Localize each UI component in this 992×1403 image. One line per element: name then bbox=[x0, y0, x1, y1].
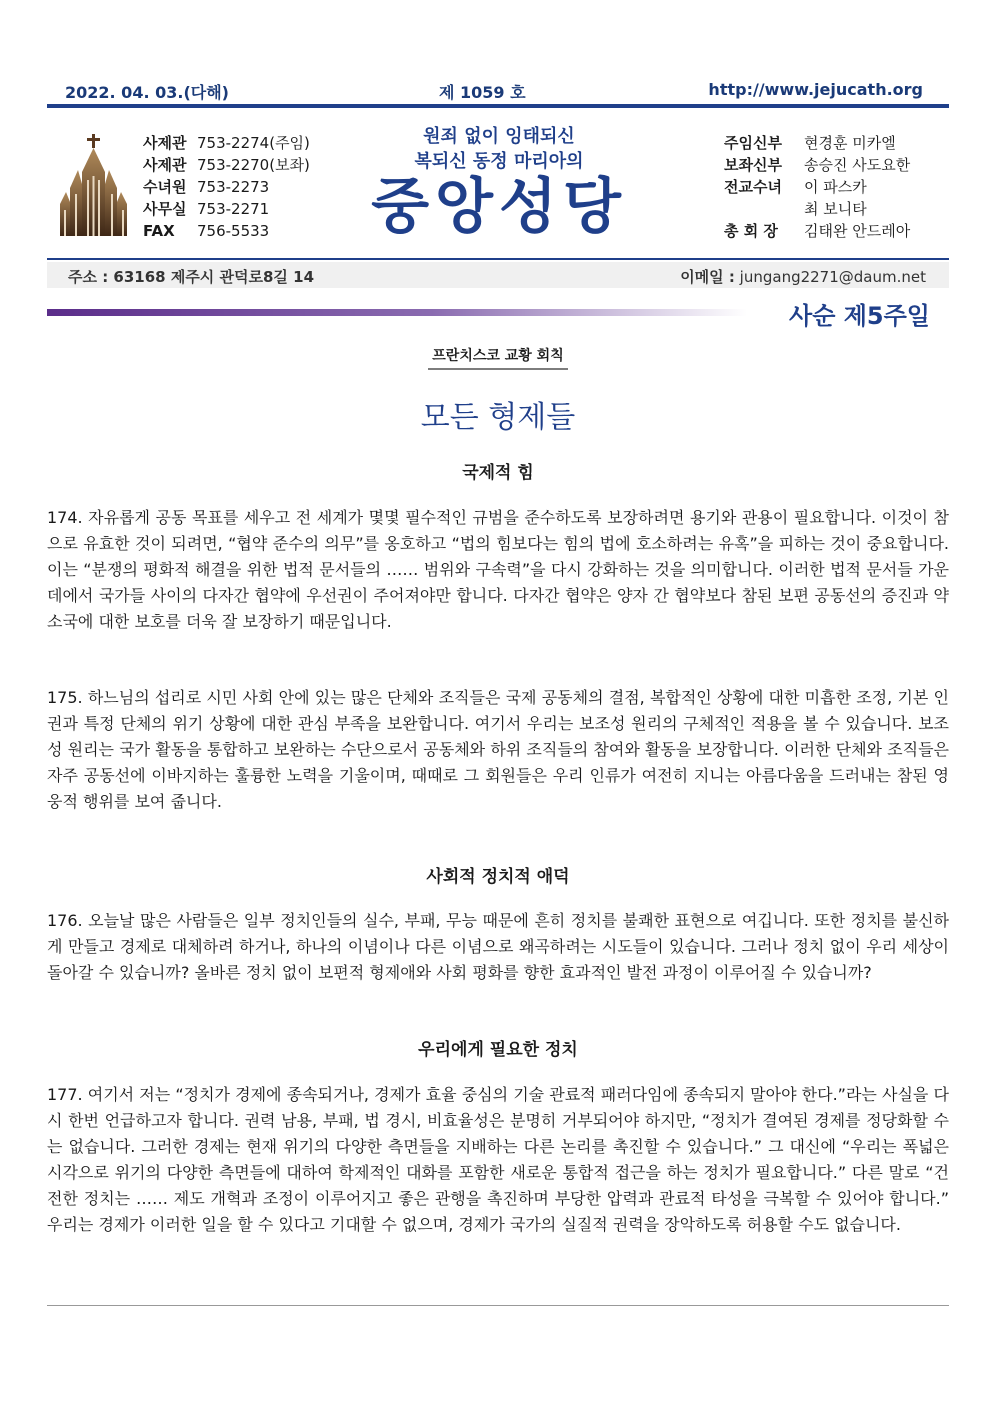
email-block bbox=[680, 266, 926, 287]
staff-role: 전교수녀 bbox=[724, 178, 782, 196]
contact-value: 753-2270(보좌) bbox=[197, 156, 310, 174]
staff-row bbox=[724, 220, 910, 242]
paragraph: 175. 하느님의 섭리로 시민 사회 안에 있는 많은 단체와 조직들은 국제 공동체의 결점, 복합적인 상황에 대한 미흡한 조정, 기본 인권과 특정 단체의 위기 상황에 대한 관심 부족을 보완합니다. 여기서 우리는 보조성 원리의 구체적인 적용을 볼 수 있습니다. 보조성 원리는 국가 활동을 통합하고 보완하는 수단으로서 공동체와 하위 조직들의 참여와 활동을 보장합니다. 이러한 단체와 조직들은 자주 공동선에 이바지하는 훌륭한 노력을 기울이며, 때때로 그 회원들은 우리 인류가 여전히 지니는 아름다움을 드러내는 참된 영웅적 행위를 보여 줍니다. bbox=[47, 688, 949, 811]
section-heading: 국제적 힘 bbox=[462, 463, 534, 483]
issue-number: 제 1059 호 bbox=[439, 83, 526, 102]
issue-date: 2022. 04. 03.(다해) bbox=[65, 83, 229, 102]
contact-row bbox=[143, 176, 310, 198]
contact-label: 수녀원 bbox=[143, 178, 187, 196]
motto-line: 원죄 없이 잉태되신 bbox=[423, 126, 575, 147]
article-title: 모든 형제들 bbox=[420, 400, 576, 435]
staff-row bbox=[724, 176, 910, 198]
staff-row bbox=[724, 154, 910, 176]
section-heading: 사회적 정치적 애덕 bbox=[426, 867, 570, 887]
contact-row bbox=[143, 154, 310, 176]
staff-row bbox=[724, 198, 910, 220]
parish-motto bbox=[340, 124, 658, 174]
church-name: 중앙성당 bbox=[371, 172, 627, 242]
staff-role: 보좌신부 bbox=[724, 156, 782, 174]
staff-name: 이 파스카 bbox=[804, 178, 867, 196]
gradient-divider bbox=[47, 309, 747, 316]
address: 주소 : 63168 제주시 관덕로8길 14 bbox=[68, 268, 315, 286]
staff-row bbox=[724, 132, 910, 154]
contact-value: 753-2273 bbox=[197, 178, 270, 196]
staff-name: 현경훈 미카엘 bbox=[804, 134, 896, 152]
contact-label: 사무실 bbox=[143, 200, 187, 218]
paragraph: 174. 자유롭게 공동 목표를 세우고 전 세계가 몇몇 필수적인 규범을 준수하도록 보장하려면 용기와 관용이 필요합니다. 이것이 참으로 유효한 것이 되려면, “협약 준수의 의무”를 옹호하고 “법의 힘보다는 힘의 법에 호소하려는 유혹”을 피하는 것이 중요합니다. 이는 “분쟁의 평화적 해결을 위한 법적 문서들의 …… 범위와 구속력”을 다시 강화하는 것을 의미합니다. 이러한 법적 문서들 가운데에서 국가들 사이의 다자간 협약에 우선권이 주어져야만 합니다. 다자간 협약은 양자 간 협약보다 참된 보편 공동선의 증진과 약소국에 대한 보호를 더욱 잘 보장하기 때문입니다. bbox=[47, 508, 949, 631]
website-url[interactable]: http://www.jejucath.org bbox=[708, 80, 923, 99]
contact-label: 사제관 bbox=[143, 134, 187, 152]
contact-value: 753-2274(주임) bbox=[197, 134, 310, 152]
staff-role bbox=[724, 198, 804, 220]
masthead-top-bar bbox=[47, 78, 949, 106]
contact-label: FAX bbox=[143, 222, 175, 240]
bottom-divider bbox=[47, 1305, 949, 1306]
email-address[interactable]: jungang2271@daum.net bbox=[739, 268, 926, 286]
contact-list bbox=[143, 132, 310, 242]
contact-row bbox=[143, 220, 310, 242]
section-heading: 우리에게 필요한 정치 bbox=[418, 1040, 578, 1060]
staff-role: 총 회 장 bbox=[724, 222, 778, 240]
address-divider bbox=[47, 258, 949, 260]
contact-row bbox=[143, 132, 310, 154]
cathedral-logo bbox=[58, 132, 130, 236]
article-source-label: 프란치스코 교황 회칙 bbox=[428, 345, 567, 370]
staff-name: 김태완 안드레아 bbox=[804, 222, 911, 240]
paragraph: 177. 여기서 저는 “정치가 경제에 종속되거나, 경제가 효율 중심의 기술 관료적 패러다임에 종속되지 말아야 한다.”라는 사실을 다시 한번 언급하고자 합니다. 권력 남용, 부패, 법 경시, 비효율성은 분명히 거부되어야 하지만, “정치가 결여된 경제를 정당화할 수는 없습니다. 그러한 경제는 현재 위기의 다양한 측면들을 지배하는 다른 논리를 촉진할 수 있습니다.” 그 대신에 “우리는 폭넓은 시각으로 위기의 다양한 측면들에 대하여 학제적인 대화를 포함한 새로운 통합적 접근을 하는 정치가 필요합니다.” 다른 말로 “건전한 정치는 …… 제도 개혁과 조정이 이루어지고 좋은 관행을 촉진하며 부당한 압력과 관료적 타성을 극복할 수 있어야 합니다.” 우리는 경제가 이러한 일을 할 수 있다고 기대할 수 없으며, 경제가 국가의 실질적 권력을 장악하도록 허용할 수도 없습니다. bbox=[47, 1085, 949, 1234]
motto-line: 복되신 동정 마리아의 bbox=[414, 151, 584, 172]
article-source bbox=[47, 345, 949, 370]
email-label: 이메일 : bbox=[680, 268, 735, 286]
staff-role: 주임신부 bbox=[724, 134, 782, 152]
liturgical-day: 사순 제5주일 bbox=[789, 302, 930, 330]
top-divider bbox=[47, 104, 949, 108]
staff-list bbox=[724, 132, 910, 242]
contact-row bbox=[143, 198, 310, 220]
paragraph: 176. 오늘날 많은 사람들은 일부 정치인들의 실수, 부패, 무능 때문에 흔히 정치를 불쾌한 표현으로 여깁니다. 또한 정치를 불신하게 만들고 경제로 대체하려 하거나, 하나의 이념이나 다른 이념으로 왜곡하려는 시도들이 있습니다. 그러나 정치 없이 우리 세상이 돌아갈 수 있습니까? 올바른 정치 없이 보편적 형제애와 사회 평화를 향한 효과적인 발전 과정이 이루어질 수 있습니까? bbox=[47, 911, 949, 982]
contact-label: 사제관 bbox=[143, 156, 187, 174]
contact-value: 756-5533 bbox=[197, 222, 270, 240]
staff-name: 최 보니타 bbox=[804, 200, 867, 218]
contact-value: 753-2271 bbox=[197, 200, 270, 218]
staff-name: 송승진 사도요한 bbox=[804, 156, 911, 174]
